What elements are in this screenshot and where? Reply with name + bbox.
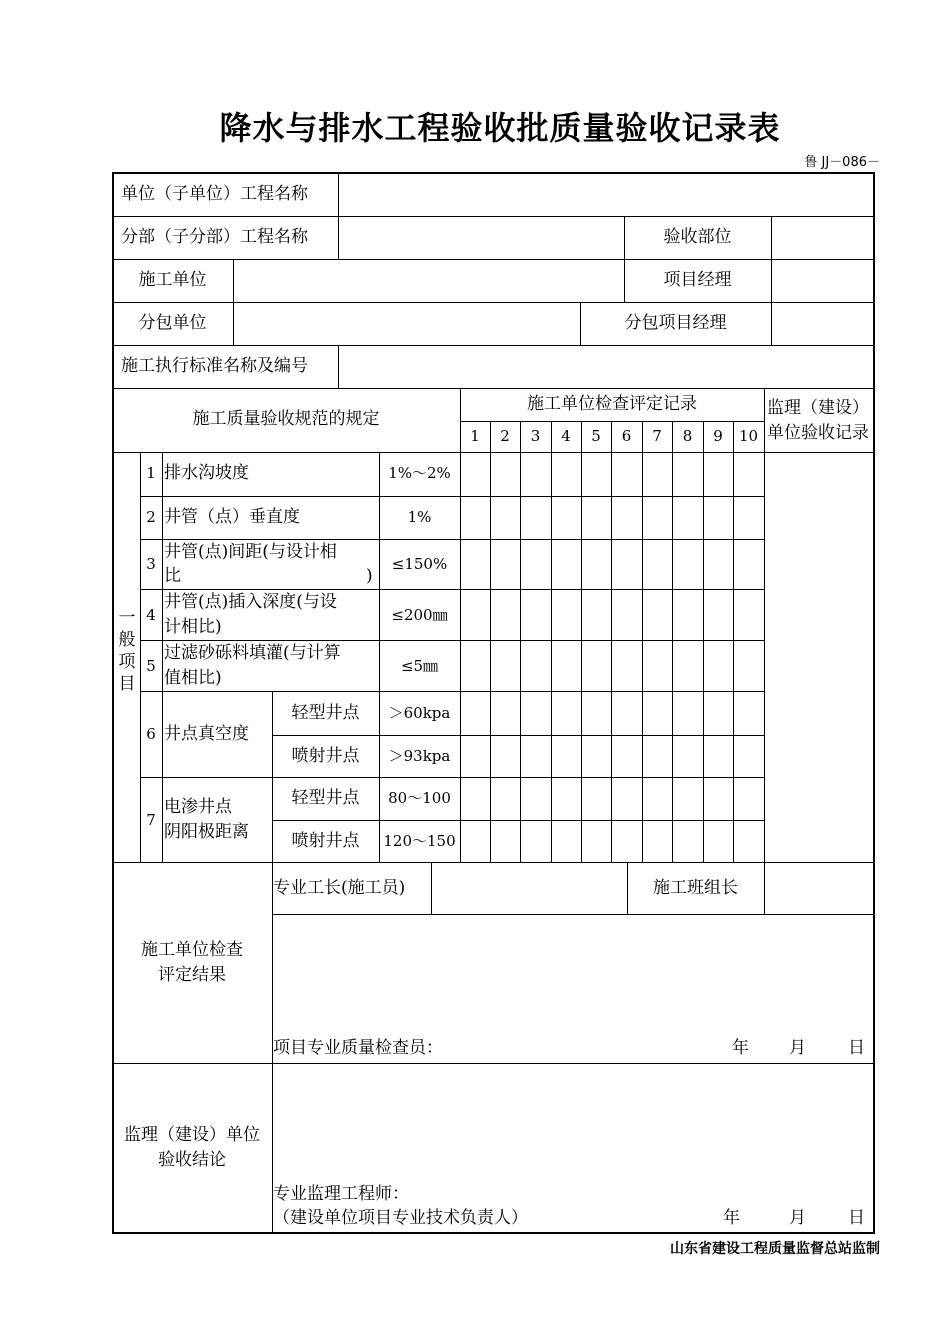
team-leader-label: 施工班组长 — [653, 878, 738, 898]
date-month: 月 — [789, 1038, 806, 1058]
row-divider — [272, 735, 764, 736]
foreman-label: 专业工长(施工员) — [273, 878, 406, 898]
column-number: 6 — [621, 427, 632, 445]
item-name: 过滤砂砾料填灌(与计算 — [164, 643, 341, 663]
item-value: 1% — [407, 508, 432, 526]
item-name: 井点真空度 — [164, 724, 249, 744]
sub-item-label: 轻型井点 — [291, 703, 360, 723]
item-name: 井管（点）垂直度 — [164, 507, 300, 527]
column-number: 7 — [652, 427, 662, 445]
sub-item-label: 喷射井点 — [291, 831, 360, 851]
row-divider — [272, 820, 764, 821]
item-number: 1 — [146, 464, 156, 482]
item-name: 电渗井点 — [164, 797, 232, 817]
supervision-header: 监理（建设） — [767, 398, 869, 418]
inspector-label: 项目专业质量检查员： — [273, 1038, 443, 1058]
col-divider — [642, 421, 643, 862]
col-divider — [703, 421, 704, 862]
col-divider — [672, 421, 673, 862]
project-manager-label: 项目经理 — [663, 270, 732, 290]
column-number: 3 — [530, 427, 541, 445]
row-divider — [112, 216, 875, 217]
col-divider — [581, 421, 582, 862]
col-divider — [338, 172, 339, 216]
column-number: 5 — [591, 427, 601, 445]
col-divider — [490, 421, 491, 862]
item-name: 井管(点)插入深度(与设 — [164, 592, 337, 612]
acceptance-part-label: 验收部位 — [663, 227, 732, 247]
sub-item-label: 喷射井点 — [291, 746, 360, 766]
date-month: 月 — [789, 1208, 806, 1228]
column-number: 10 — [738, 427, 759, 445]
date-day: 日 — [848, 1038, 865, 1058]
item-number: 3 — [146, 555, 156, 573]
col-divider — [764, 388, 765, 862]
item-value: ＞93kpa — [388, 747, 451, 765]
footer-publisher: 山东省建设工程质量监督总站监制 — [670, 1241, 880, 1257]
column-number: 9 — [713, 427, 723, 445]
item-name: 阴阳极距离 — [164, 822, 249, 842]
item-name: 排水沟坡度 — [164, 463, 249, 483]
sub-project-label: 分部（子分部）工程名称 — [121, 227, 308, 247]
col-divider — [771, 216, 772, 345]
item-value: ≤150% — [391, 555, 448, 573]
item-number: 7 — [146, 811, 156, 829]
row-divider — [140, 691, 764, 692]
conclusion-label: 验收结论 — [158, 1150, 226, 1170]
row-divider — [140, 496, 764, 497]
item-name: 比 — [164, 566, 181, 586]
item-number: 5 — [146, 657, 156, 675]
row-divider — [112, 452, 875, 453]
col-divider — [338, 216, 339, 259]
col-divider — [431, 862, 432, 914]
col-divider — [551, 421, 552, 862]
engineer-label: 专业监理工程师： — [273, 1184, 409, 1204]
col-divider — [338, 345, 339, 388]
unit-project-label: 单位（子单位）工程名称 — [121, 184, 308, 204]
col-divider — [460, 388, 461, 862]
item-value: ≤200㎜ — [391, 606, 448, 624]
item-number: 4 — [146, 606, 156, 624]
subcontractor-label: 分包单位 — [138, 313, 207, 333]
date-day: 日 — [848, 1208, 865, 1228]
item-value: ≤5㎜ — [400, 657, 439, 675]
row-divider — [112, 388, 875, 389]
column-number: 4 — [561, 427, 571, 445]
item-value: 120～150 — [383, 832, 456, 850]
supervision-header: 单位验收记录 — [767, 423, 869, 443]
col-divider — [233, 259, 234, 345]
item-value: ＞60kpa — [388, 704, 451, 722]
row-divider — [112, 302, 875, 303]
general-items-label: 一般项目 — [118, 608, 136, 694]
owner-tech-label: （建设单位项目专业技术负责人） — [273, 1208, 528, 1228]
item-name: ) — [366, 566, 373, 586]
row-divider — [460, 421, 764, 422]
date-year: 年 — [732, 1038, 749, 1058]
standard-label: 施工执行标准名称及编号 — [121, 356, 308, 376]
check-header: 施工单位检查评定记录 — [527, 394, 697, 414]
page-title: 降水与排水工程验收批质量验收记录表 — [219, 109, 781, 147]
spec-header: 施工质量验收规范的规定 — [192, 409, 380, 429]
sub-item-label: 轻型井点 — [291, 788, 360, 808]
result-label: 评定结果 — [158, 965, 226, 985]
result-label: 施工单位检查 — [141, 940, 243, 960]
row-divider — [112, 259, 875, 260]
item-name: 井管(点)间距(与设计相 — [164, 542, 337, 562]
col-divider — [611, 421, 612, 862]
item-name: 值相比) — [164, 668, 222, 688]
col-divider — [764, 862, 765, 914]
col-divider — [733, 421, 734, 862]
form-code: 鲁 JJ－086－ — [804, 155, 880, 170]
item-name: 计相比) — [164, 617, 222, 637]
row-divider — [140, 777, 764, 778]
col-divider — [162, 452, 163, 862]
date-year: 年 — [723, 1208, 740, 1228]
column-number: 2 — [500, 427, 510, 445]
sub-project-manager-label: 分包项目经理 — [624, 313, 727, 333]
item-value: 1%～2% — [388, 464, 451, 482]
row-divider — [112, 862, 875, 863]
column-number: 8 — [682, 427, 693, 445]
row-divider — [112, 1063, 875, 1064]
col-divider — [520, 421, 521, 862]
row-divider — [112, 345, 875, 346]
construction-unit-label: 施工单位 — [138, 270, 207, 290]
row-divider — [272, 914, 875, 915]
item-number: 6 — [146, 725, 156, 743]
conclusion-label: 监理（建设）单位 — [124, 1125, 260, 1145]
column-number: 1 — [470, 427, 480, 445]
item-value: 80～100 — [388, 789, 451, 807]
item-number: 2 — [146, 508, 156, 526]
